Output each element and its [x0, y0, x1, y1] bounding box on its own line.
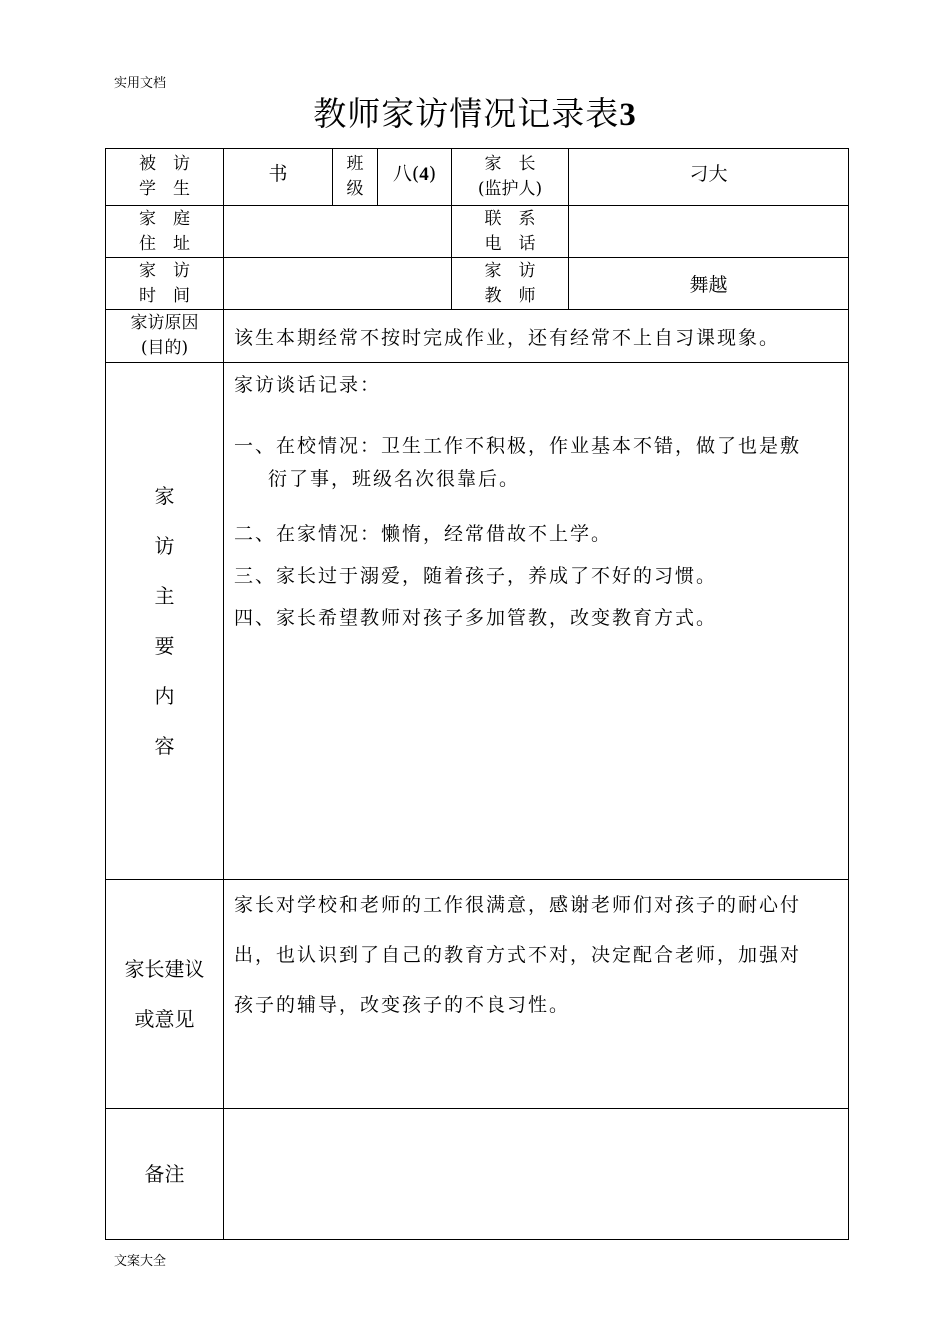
content-item-1-continued: 衍了事，班级名次很靠后。: [268, 468, 521, 490]
page-title: [0, 88, 950, 135]
student-name-field[interactable]: 书: [224, 149, 333, 206]
visit-reason-text[interactable]: 该生本期经常不按时完成作业，还有经常不上自习课现象。: [224, 310, 849, 363]
header-note: 实用文档: [114, 76, 167, 91]
row-parent-advice: [106, 880, 849, 1109]
row-student-info: [106, 149, 849, 206]
content-item-2: 二、在家情况：懒惰，经常借故不上学。: [234, 523, 613, 545]
visit-teacher-label: 家 访 教 师: [452, 258, 569, 310]
visit-reason-label: 家访原因 (目的): [106, 310, 224, 363]
visit-teacher-field[interactable]: 舞越: [569, 258, 849, 310]
parent-advice-line-3: 孩子的辅导，改变孩子的不良习性。: [234, 994, 571, 1016]
class-label: 班 级: [333, 149, 378, 206]
row-time-teacher: [106, 258, 849, 310]
row-visit-reason: [106, 310, 849, 363]
parent-advice-line-2: 出，也认识到了自己的教育方式不对，决定配合老师，加强对: [234, 944, 802, 966]
title-number: 3: [619, 97, 637, 133]
student-label: 被 访 学 生: [106, 149, 224, 206]
content-item-3: 三、家长过于溺爱，随着孩子，养成了不好的习惯。: [234, 565, 718, 587]
remarks-field[interactable]: [224, 1109, 849, 1240]
conversation-heading: 家访谈话记录：: [234, 374, 382, 396]
content-item-1: 一、在校情况：卫生工作不积极，作业基本不错，做了也是敷: [234, 435, 802, 457]
phone-field[interactable]: [569, 206, 849, 258]
main-content-label: 家 访 主 要 内 容: [106, 363, 224, 880]
visit-time-field[interactable]: [224, 258, 452, 310]
row-main-content: [106, 363, 849, 880]
remarks-label: 备注: [106, 1109, 224, 1240]
parent-advice-text[interactable]: [224, 880, 849, 1109]
parent-advice-label: 家长建议 或意见: [106, 880, 224, 1109]
address-field[interactable]: [224, 206, 452, 258]
parent-name-field[interactable]: 刁大: [569, 149, 849, 206]
visit-time-label: 家 访 时 间: [106, 258, 224, 310]
visit-record-table: [105, 148, 849, 1240]
phone-label: 联 系 电 话: [452, 206, 569, 258]
main-content-text[interactable]: [224, 363, 849, 880]
footer-note: 文案大全: [114, 1254, 167, 1269]
address-label: 家 庭 住 址: [106, 206, 224, 258]
row-address-phone: [106, 206, 849, 258]
class-field[interactable]: 八(4): [378, 149, 452, 206]
row-remarks: [106, 1109, 849, 1240]
parent-label: 家 长 (监护人): [452, 149, 569, 206]
parent-advice-line-1: 家长对学校和老师的工作很满意，感谢老师们对孩子的耐心付: [234, 894, 802, 916]
title-text: 教师家访情况记录表: [313, 94, 620, 133]
content-item-4: 四、家长希望教师对孩子多加管教，改变教育方式。: [234, 607, 718, 629]
